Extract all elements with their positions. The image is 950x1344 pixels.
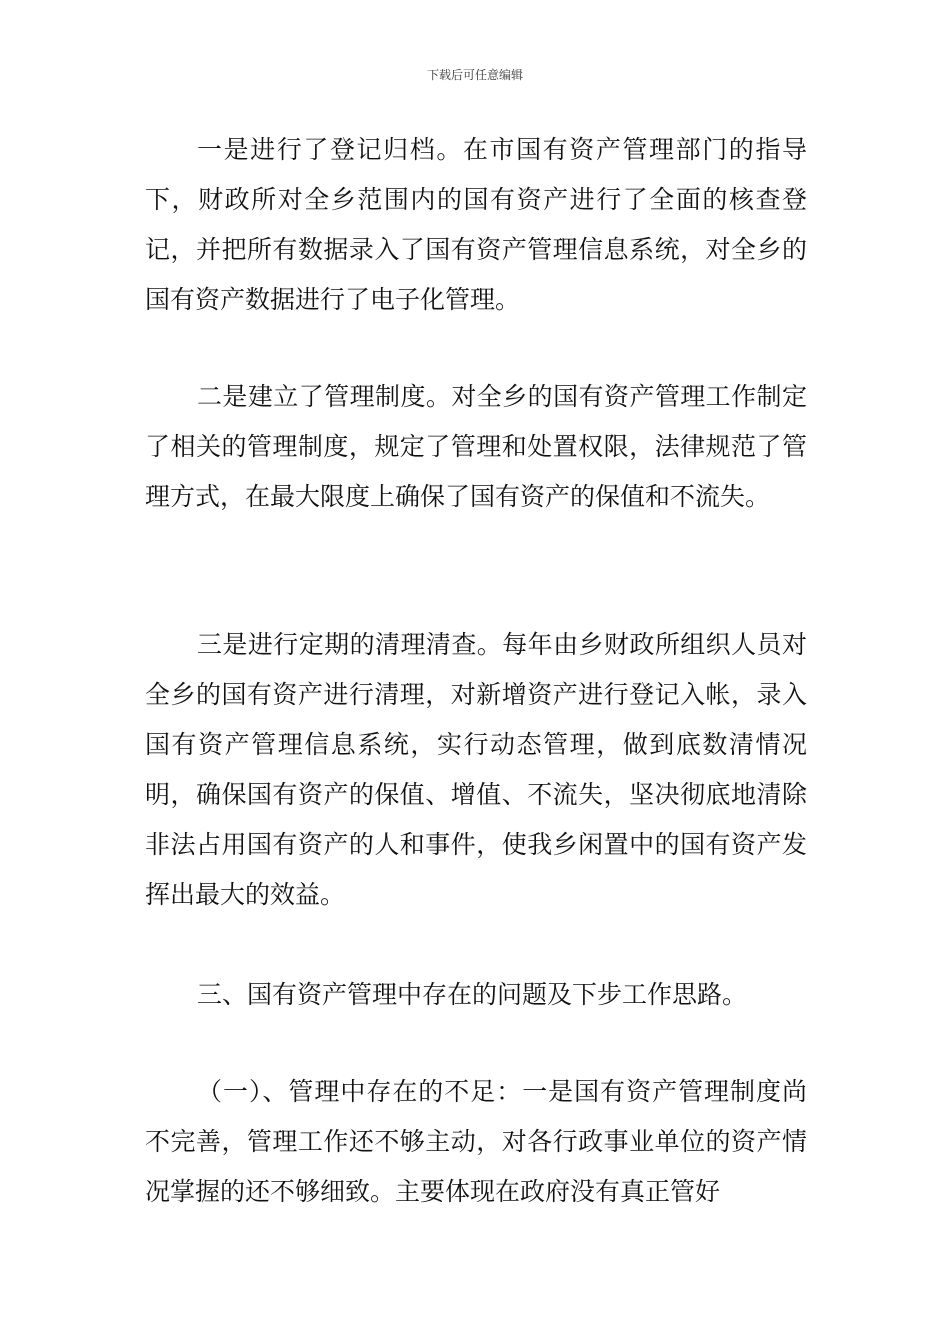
section-heading-problems: 三、国有资产管理中存在的问题及下步工作思路。 xyxy=(197,980,748,1009)
page-header: 下载后可任意编辑 xyxy=(426,68,523,82)
paragraph-shortcomings: （一）、管理中存在的不足：一是国有资产管理制度尚不完善，管理工作还不够主动，对各行政事业单位的资产情况掌握的还不够细致。主要体现在政府没有真正管好 xyxy=(145,1077,807,1206)
paragraph-periodic-cleanup: 三是进行定期的清理清查。每年由乡财政所组织人员对全乡的国有资产进行清理，对新增资产进行登记入帐，录入国有资产管理信息系统，实行动态管理，做到底数清情况明，确保国有资产的保值、增值、不流失，坚决彻底地清除非法占用国有资产的人和事件，使我乡闲置中的国有资产发挥出最大的效益。 xyxy=(145,630,807,909)
paragraph-registration: 一是进行了登记归档。在市国有资产管理部门的指导下，财政所对全乡范围内的国有资产进行了全面的核查登记，并把所有数据录入了国有资产管理信息系统，对全乡的国有资产数据进行了电子化管理。 xyxy=(145,135,807,314)
paragraph-management-system: 二是建立了管理制度。对全乡的国有资产管理工作制定了相关的管理制度，规定了管理和处置权限，法律规范了管理方式，在最大限度上确保了国有资产的保值和不流失。 xyxy=(145,382,807,511)
